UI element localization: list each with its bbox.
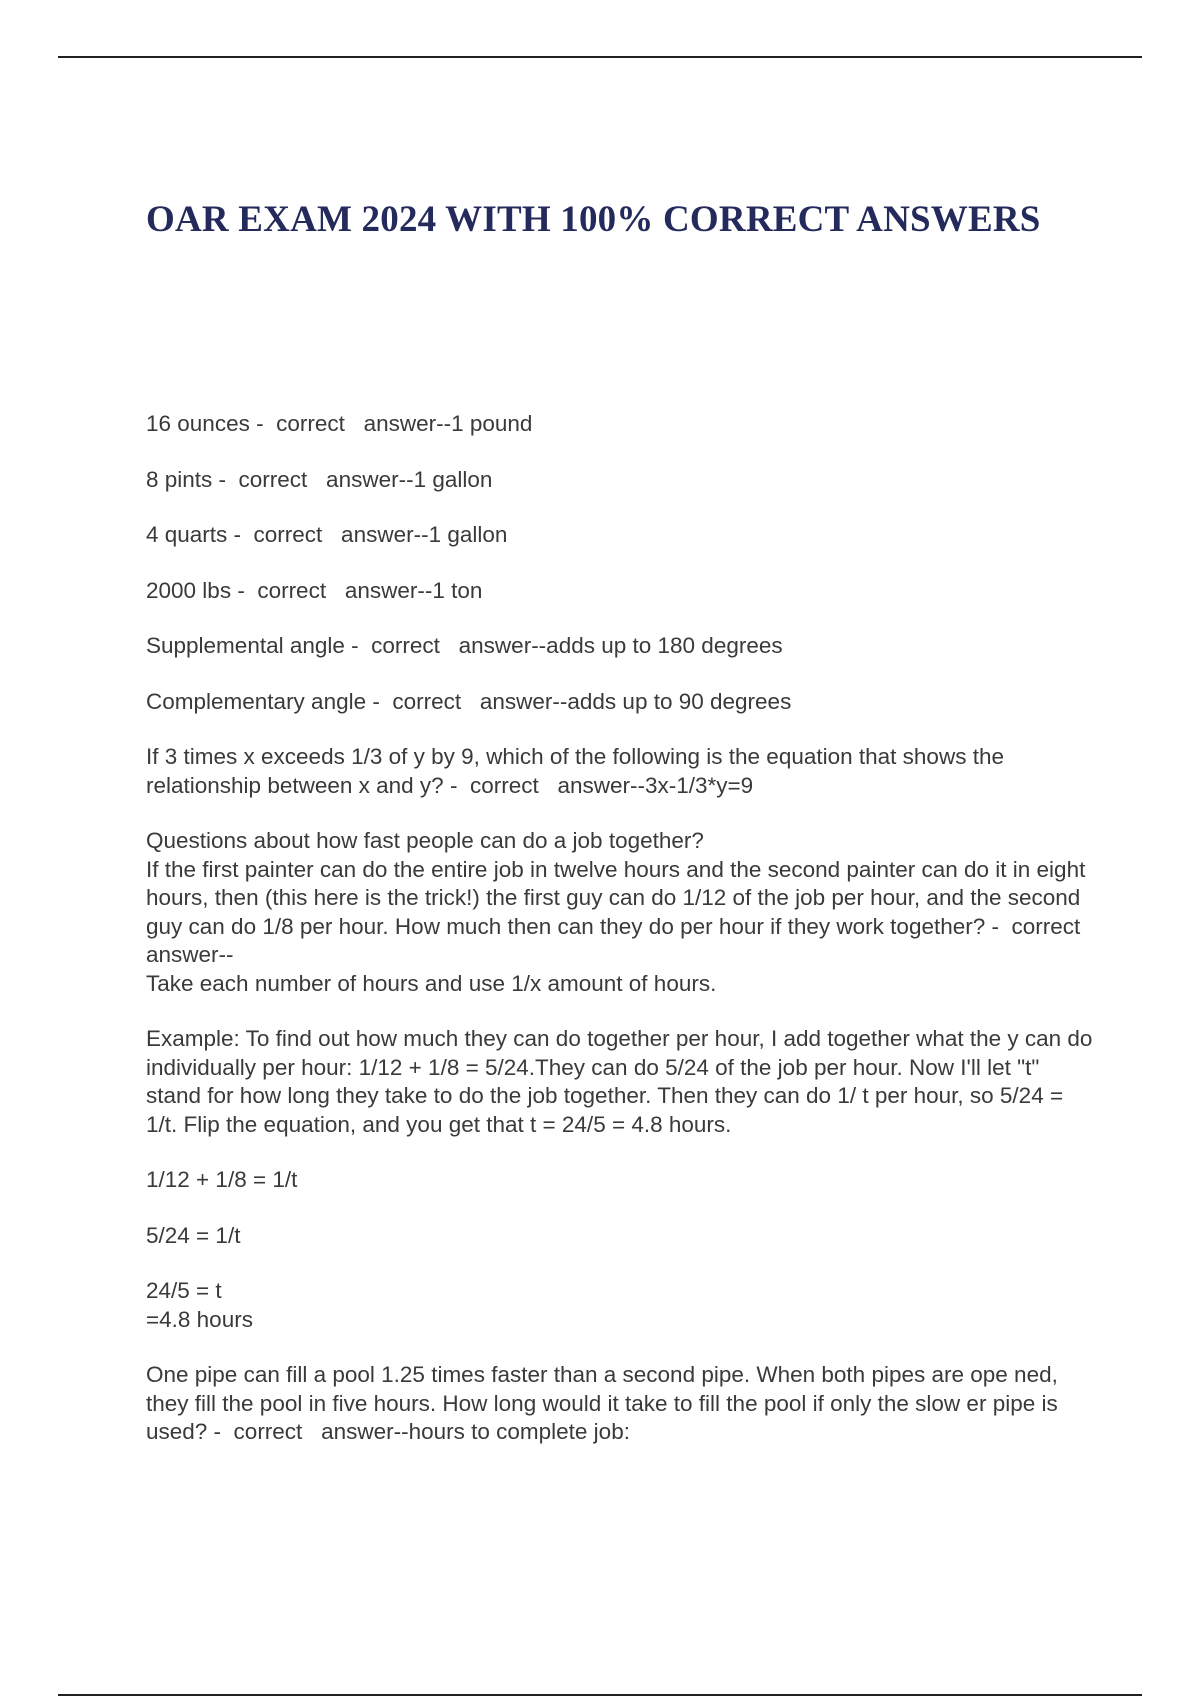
qa-entry: Complementary angle - correct answer--adds up to 90 degrees [146, 688, 792, 714]
qa-entry: 16 ounces - correct answer--1 pound [146, 411, 533, 436]
top-rule [58, 56, 1142, 58]
equation-line: 24/5 = t =4.8 hours [146, 1278, 253, 1332]
qa-entry: One pipe can fill a pool 1.25 times faster than a second pipe. When both pipes are ope ned, they fill the pool in five hours. How long would it take to fill the pool if only the slow er pipe is used? - correct answer--hours to complete job: [146, 1362, 1065, 1444]
bottom-rule [58, 1694, 1142, 1696]
qa-entry: Supplemental angle - correct answer--adds up to 180 degrees [146, 633, 783, 658]
example-paragraph: Example: To find out how much they can do together per hour, I add together what the y can do individually per hour: 1/12 + 1/8 = 5/24.They can do 5/24 of the job per hour. Now I'll let "t" stand for how long they take to do the job together. Then they can do 1/ t per hour, so 5/24 = 1/t. Flip the equation, and you get that t = 24/5 = 4.8 hours. [146, 1026, 1099, 1137]
document-title: OAR EXAM 2024 WITH 100% CORRECT ANSWERS [146, 199, 1041, 240]
qa-entry: 8 pints - correct answer--1 gallon [146, 466, 493, 492]
qa-entry: 4 quarts - correct answer--1 gallon [146, 522, 508, 547]
qa-entry: Questions about how fast people can do a job together? If the first painter can do the entire job in twelve hours and the second painter can do it in eight hours, then (this here is the trick!) the first guy can do 1/12 of the job per hour, and the second guy can do 1/8 per hour. How much then can they do per hour if they work together? - correct answer-- Take each number of hours and use 1/x amount of hours. [146, 828, 1086, 996]
document-body [146, 410, 1099, 1474]
qa-entry: If 3 times x exceeds 1/3 of y by 9, which of the following is the equation that shows the relationship between x and y? - correct answer--3x-1/3*y=9 [146, 744, 1011, 798]
qa-entry: 2000 lbs - correct answer--1 ton [146, 577, 483, 603]
equation-line: 1/12 + 1/8 = 1/t [146, 1167, 298, 1192]
equation-line: 5/24 = 1/t [146, 1222, 241, 1248]
